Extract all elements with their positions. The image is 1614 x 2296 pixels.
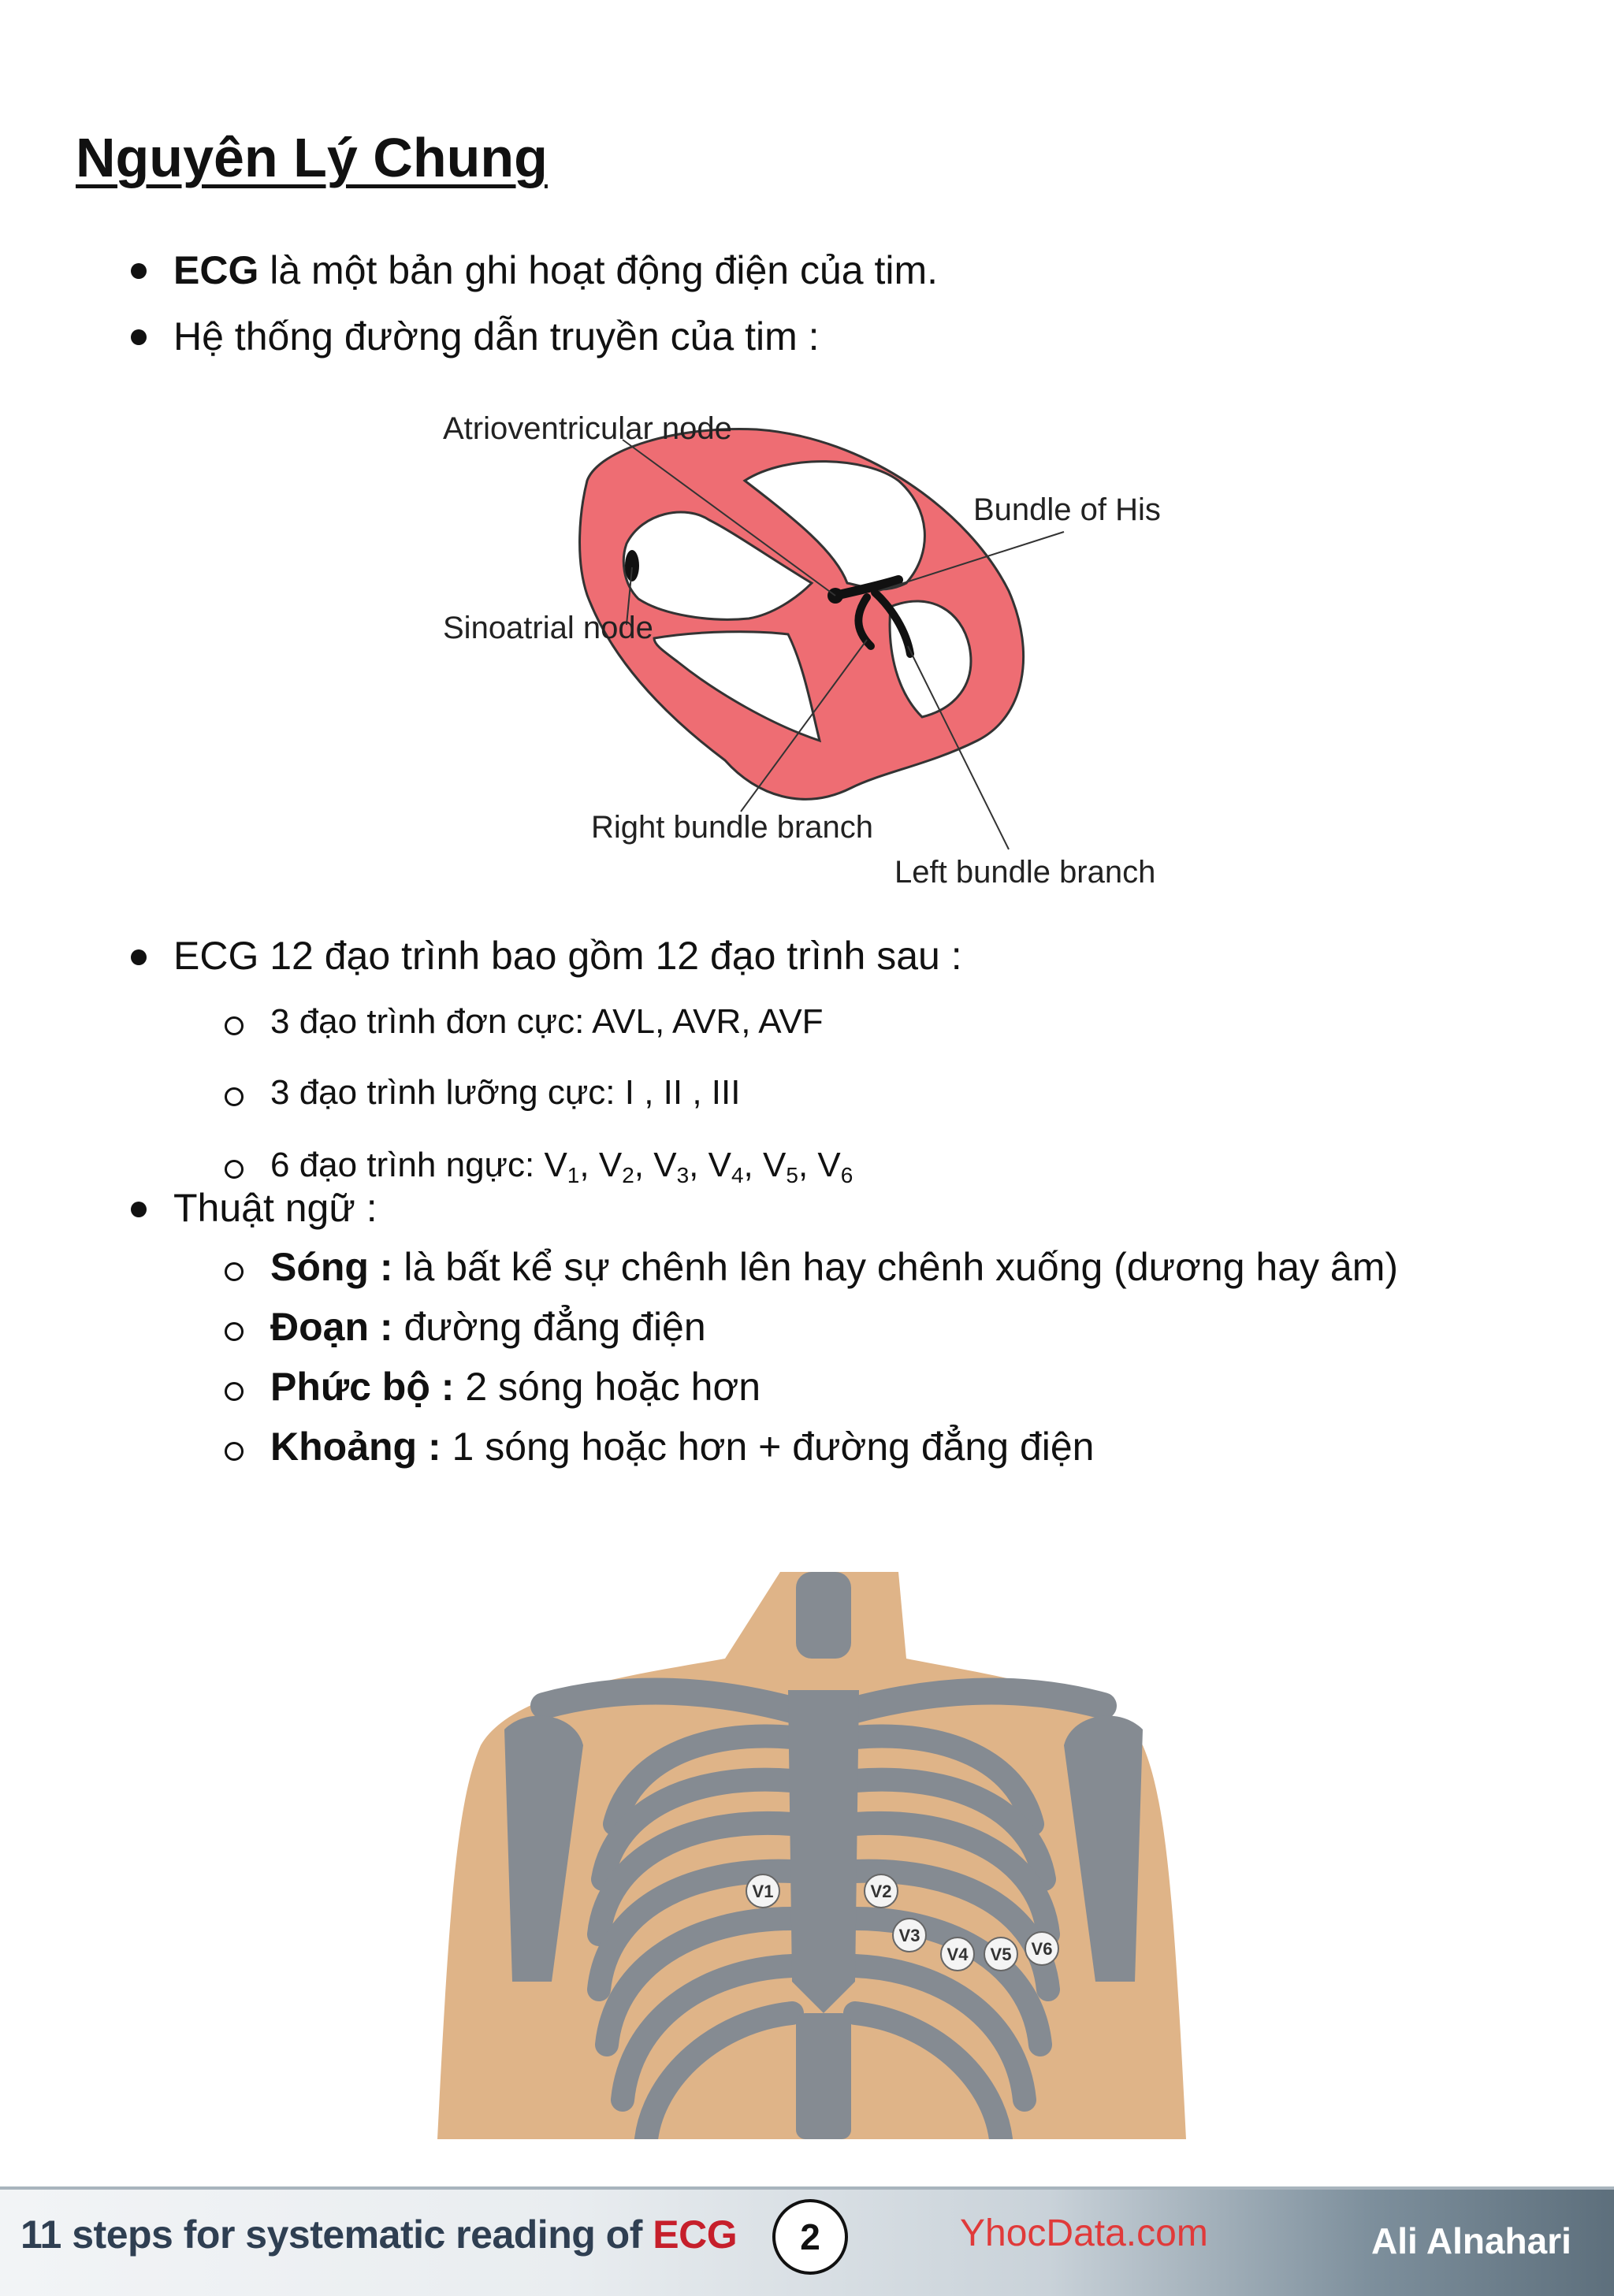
- term-song: [270, 1247, 1398, 1287]
- intro-line-1: [173, 248, 939, 292]
- comma: ,: [689, 1146, 708, 1184]
- comma: ,: [743, 1146, 763, 1184]
- sub-bullet: [225, 1160, 244, 1179]
- term-phuc-bo-bold: Phức bộ :: [270, 1365, 455, 1409]
- sub-5: 5: [786, 1163, 798, 1187]
- label-bundle-his: Bundle of His: [973, 492, 1161, 527]
- label-right-branch: Right bundle branch: [591, 810, 874, 845]
- bullet: [131, 263, 147, 279]
- sub-bullet: [225, 1016, 244, 1035]
- label-av-node: Atrioventricular node: [443, 411, 732, 446]
- sub-2: 2: [622, 1163, 634, 1187]
- leads-chest-prefix: 6 đạo trình ngực: V: [270, 1146, 567, 1184]
- intro-line-2: [173, 314, 820, 359]
- leads-bipolar: 3 đạo trình lưỡng cực: I , II , III: [270, 1073, 741, 1112]
- term-song-bold: Sóng :: [270, 1245, 393, 1289]
- term-doan: [270, 1307, 706, 1347]
- term-khoang-text: 1 sóng hoặc hơn + đường đẳng điện: [441, 1425, 1095, 1469]
- intro-line-1-text: là một bản ghi hoạt động điện của tim.: [258, 248, 939, 292]
- electrode-v6-label: V6: [1031, 1939, 1053, 1959]
- sinoatrial-node-mark: [625, 550, 639, 581]
- label-left-branch: Left bundle branch: [894, 855, 1156, 890]
- page-number: 2: [772, 2199, 848, 2275]
- terms-heading: Thuật ngữ :: [173, 1186, 377, 1230]
- neck-spine: [796, 1572, 851, 1659]
- electrode-v1-label: V1: [752, 1882, 774, 1901]
- v-letter: V: [817, 1146, 841, 1184]
- footer-series-title: [20, 2212, 737, 2257]
- lower-spine: [796, 2013, 851, 2139]
- footer-series-prefix: 11 steps for systematic reading of: [20, 2212, 653, 2257]
- sternum: [788, 1690, 859, 2013]
- v-letter: V: [653, 1146, 677, 1184]
- term-phuc-bo: [270, 1365, 761, 1409]
- comma: ,: [579, 1146, 599, 1184]
- page-title: Nguyên Lý Chung: [76, 127, 548, 188]
- footer-series-ecg: ECG: [653, 2212, 738, 2257]
- sub-bullet: [225, 1087, 244, 1106]
- footer-author: Ali Alnahari: [1371, 2220, 1571, 2261]
- v-letter: V: [763, 1146, 787, 1184]
- leads-unipolar: 3 đạo trình đơn cực: AVL, AVR, AVF: [270, 1002, 824, 1041]
- term-khoang: [270, 1425, 1095, 1469]
- sub-bullet: [225, 1382, 244, 1401]
- footer-site: YhocData.com: [960, 2212, 1208, 2254]
- sub-bullet: [225, 1322, 244, 1341]
- intro-line-1-bold: ECG: [173, 248, 259, 292]
- bullet: [131, 1202, 147, 1217]
- electrode-v2-label: V2: [870, 1882, 892, 1901]
- v-letter: V: [708, 1146, 731, 1184]
- electrode-v4-label: V4: [946, 1945, 969, 1964]
- footer-banner: [0, 2186, 1614, 2296]
- term-doan-text: đường đẳng điện: [392, 1305, 706, 1349]
- electrode-v5-label: V5: [990, 1945, 1012, 1964]
- intro-line-2-text: Hệ thống đường dẫn truyền của tim :: [173, 314, 820, 359]
- leads-chest: [270, 1148, 853, 1187]
- term-doan-bold: Đoạn :: [270, 1305, 393, 1349]
- term-phuc-bo-text: 2 sóng hoặc hơn: [454, 1365, 761, 1409]
- label-sa-node: Sinoatrial node: [443, 611, 653, 645]
- leads-heading: ECG 12 đạo trình bao gồm 12 đạo trình sau :: [173, 934, 962, 978]
- v-letter: V: [598, 1146, 623, 1184]
- sub-4: 4: [731, 1163, 744, 1187]
- bullet: [131, 949, 147, 965]
- term-song-text: là bất kể sự chênh lên hay chênh xuống (dương hay âm): [392, 1245, 1399, 1289]
- bullet: [131, 329, 147, 345]
- heart-conduction-diagram: [426, 394, 1229, 898]
- sub-bullet: [225, 1442, 244, 1461]
- sub-6: 6: [840, 1163, 853, 1187]
- chest-electrode-diagram: [433, 1572, 1206, 2139]
- sub-bullet: [225, 1262, 244, 1281]
- term-khoang-bold: Khoảng :: [270, 1425, 441, 1469]
- comma: ,: [634, 1146, 654, 1184]
- comma: ,: [798, 1146, 818, 1184]
- electrode-v3-label: V3: [898, 1926, 920, 1945]
- sub-3: 3: [676, 1163, 690, 1187]
- sub-1: 1: [567, 1163, 580, 1187]
